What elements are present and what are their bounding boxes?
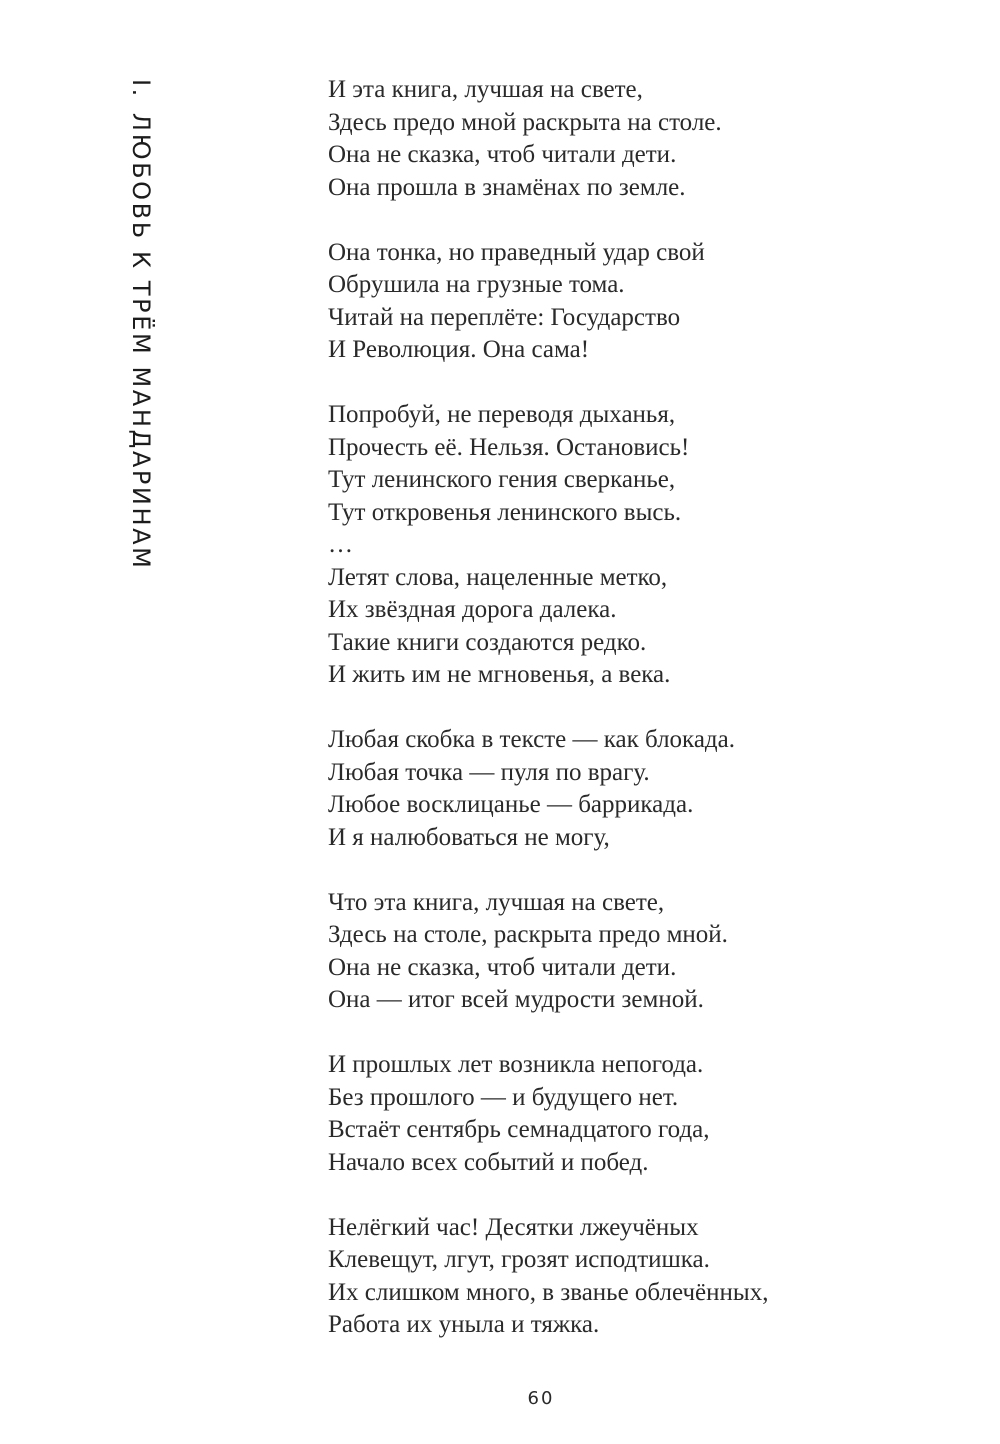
poem-line: Прочесть её. Нельзя. Остановись! bbox=[328, 433, 690, 461]
stanza bbox=[328, 1049, 768, 1179]
poem-line: Без прошлого — и будущего нет. bbox=[328, 1083, 679, 1111]
stanza bbox=[328, 887, 768, 1017]
poem-line: Тут ленинского гения сверканье, bbox=[328, 466, 676, 493]
poem-line: Она не сказка, чтоб читали дети. bbox=[328, 141, 677, 168]
stanza bbox=[328, 74, 768, 204]
poem-line: И Революция. Она сама! bbox=[328, 336, 590, 363]
poem-line: Что эта книга, лучшая на свете, bbox=[328, 888, 665, 916]
section-title-text: ЛЮБОВЬ К ТРЁМ МАНДАРИНАМ bbox=[127, 112, 155, 571]
section-title bbox=[129, 79, 153, 570]
poem-line: Тут откровенья ленинского высь. bbox=[328, 498, 682, 526]
poem-line: Летят слова, нацеленные метко, bbox=[328, 563, 668, 591]
page-number: 60 bbox=[527, 1388, 555, 1409]
poem bbox=[328, 74, 768, 1374]
poem-line: Любое восклицанье — баррикада. bbox=[328, 791, 694, 818]
poem-line: Она не сказка, чтоб читали дети. bbox=[328, 953, 677, 981]
poem-line: Обрушила на грузные тома. bbox=[328, 271, 625, 298]
poem-line: Встаёт сентябрь семнадцатого года, bbox=[328, 1116, 710, 1143]
poem-line: Их слишком много, в званье облечённых, bbox=[328, 1278, 769, 1306]
poem-line: И прошлых лет возникла непогода. bbox=[328, 1051, 704, 1078]
poem-line: И жить им не мгновенья, а века. bbox=[328, 661, 671, 688]
ellipsis: … bbox=[328, 531, 353, 558]
poem-line: Любая скобка в тексте — как блокада. bbox=[328, 726, 735, 753]
stanza bbox=[328, 237, 768, 367]
poem-line: Нелёгкий час! Десятки лжеучёных bbox=[328, 1213, 699, 1241]
poem-line: Клевещут, лгут, грозят исподтишка. bbox=[328, 1246, 710, 1273]
poem-line: Здесь на столе, раскрыта предо мной. bbox=[328, 921, 728, 948]
poem-line: Попробуй, не переводя дыханья, bbox=[328, 401, 676, 428]
stanza bbox=[328, 1212, 768, 1342]
poem-line: Начало всех событий и побед. bbox=[328, 1148, 649, 1176]
poem-line: Она тонка, но праведный удар свой bbox=[328, 238, 705, 266]
stanza bbox=[328, 724, 768, 854]
poem-line: И я налюбоваться не могу, bbox=[328, 823, 610, 851]
poem-line: Их звёздная дорога далека. bbox=[328, 596, 617, 623]
poem-line: Она прошла в знамёнах по земле. bbox=[328, 173, 686, 201]
poem-line: И эта книга, лучшая на свете, bbox=[328, 76, 643, 103]
poem-line: Здесь предо мной раскрыта на столе. bbox=[328, 108, 722, 136]
poem-line: Читай на переплёте: Государство bbox=[328, 303, 681, 331]
poem-line: Она — итог всей мудрости земной. bbox=[328, 986, 704, 1013]
poem-line: Такие книги создаются редко. bbox=[328, 628, 647, 656]
stanza bbox=[328, 399, 768, 692]
poem-line: Работа их уныла и тяжка. bbox=[328, 1311, 600, 1338]
poem-line: Любая точка — пуля по врагу. bbox=[328, 758, 650, 786]
section-number: I. bbox=[127, 79, 155, 99]
